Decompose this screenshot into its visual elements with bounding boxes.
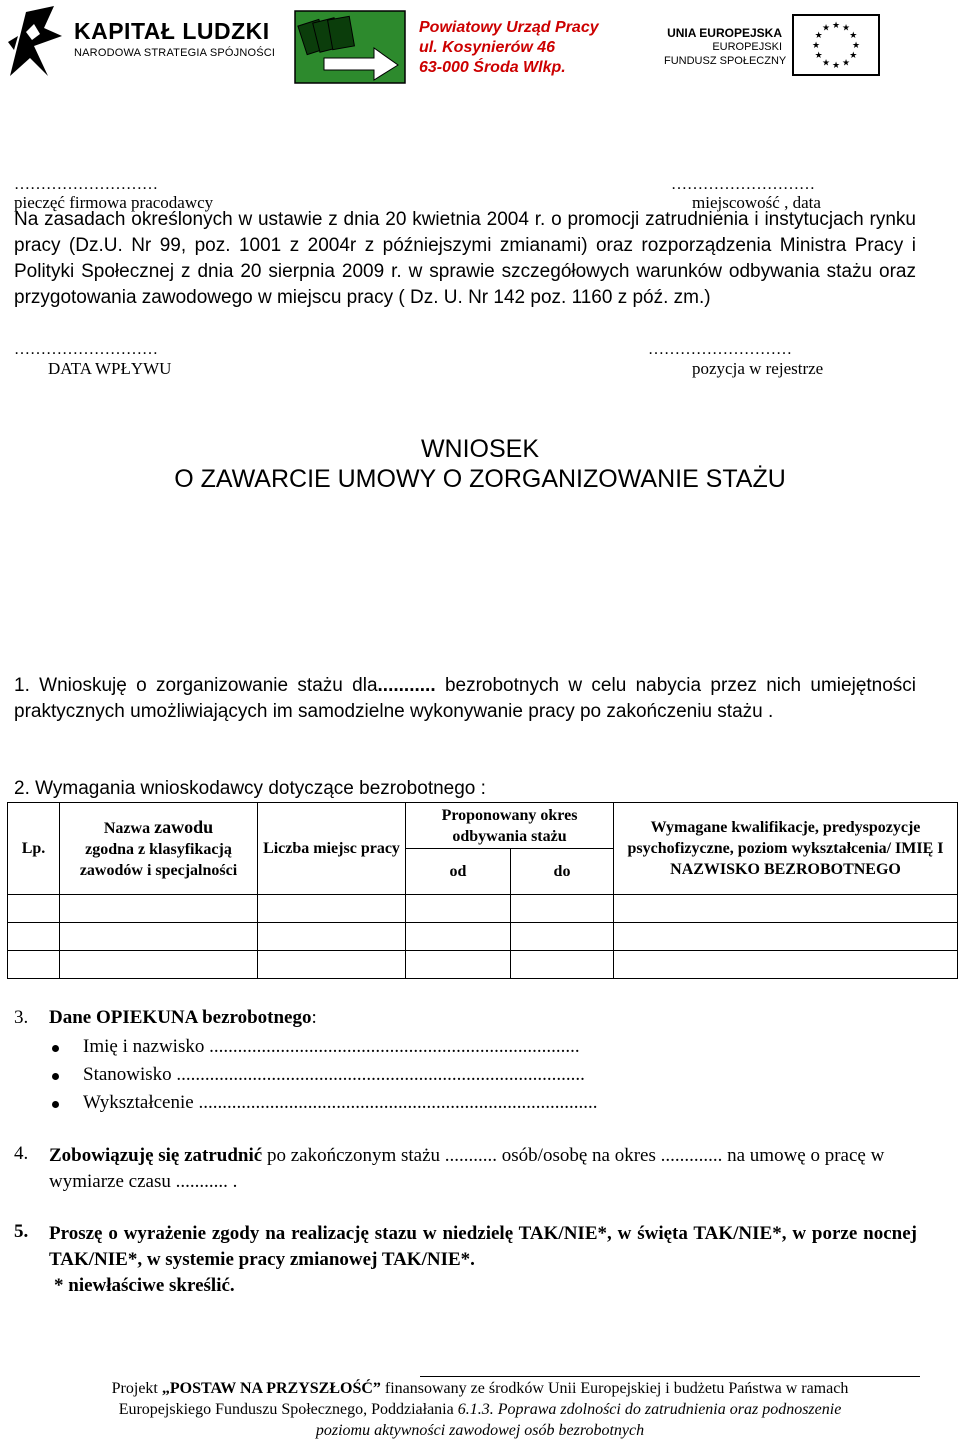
pup-logo [294,10,406,84]
section-4-bold: Zobowiązuję się zatrudnić [49,1145,263,1166]
guardian-position-text: Stanowisko ...................................................................................... [83,1064,585,1085]
pup-address [419,18,599,78]
eu-star-icon: ★ [814,30,823,40]
eu-star-icon: ★ [814,50,823,60]
guardian-education-text: Wykształcenie .................................................................................... [83,1092,598,1113]
section-1-text-a: 1. Wnioskuję o zorganizowanie stażu dla [14,675,378,696]
guardian-name-text: Imię i nazwisko .............................................................................. [83,1036,580,1057]
section-3-heading-tail: : [311,1007,317,1028]
eu-star-icon: ★ [821,57,831,68]
table-cell[interactable] [614,951,958,979]
table-cell[interactable] [258,895,406,923]
kapital-ludzki-logo [4,2,276,78]
section-1-text-b: bezrobotnych w celu nabycia przez nich umiejętności praktycznych umożliwiających im samodzielne wykonywanie pracy po zakończeniu stażu . [14,675,917,722]
footer-line1-rest: finansowany ze środków Unii Europejskiej i budżetu Państwa w ramach [380,1380,849,1397]
section-4-number: 4. [14,1143,29,1164]
eu-line1: UNIA EUROPEJSKA [667,26,782,40]
table-cell[interactable] [258,923,406,951]
kl-subtitle: NARODOWA STRATEGIA SPÓJNOŚCI [74,47,276,59]
col-header-from: od [406,849,511,895]
place-dots: ……………………… [671,176,815,193]
eu-star-icon: ★ [811,40,821,50]
table-cell[interactable] [258,951,406,979]
inflow-dots: ……………………… [14,341,158,358]
eu-star-icon: ★ [841,22,851,33]
title-line2: O ZAWARCIE UMOWY O ZORGANIZOWANIE STAŻU [174,465,786,493]
pup-arrow-icon [294,10,406,84]
requirements-table [7,802,958,979]
title-line1: WNIOSEK [420,435,540,463]
section-4-text [49,1143,889,1195]
col-header-requirements: Wymagane kwalifikacje, predyspozycje psychofizyczne, poziom wykształcenia/ IMIĘ I NAZWISKO BEZROBOTNEGO [614,803,958,895]
table-cell[interactable] [511,923,614,951]
pup-city: 63-000 Środa Wlkp. [419,59,566,76]
pup-name: Powiatowy Urząd Pracy [419,19,599,36]
col-header-count: Liczba miejsc pracy [258,803,406,895]
table-cell[interactable] [8,923,60,951]
table-cell[interactable] [60,951,258,979]
kl-title: KAPITAŁ LUDZKI [74,18,270,44]
footer-line3 [0,1420,960,1441]
place-date-label: miejscowość , data [692,193,821,212]
footer [0,1378,960,1441]
section-3-heading [49,1007,317,1029]
footer-line3-text: poziomu aktywności zawodowej osób bezrobotnych [315,1422,645,1439]
eu-star-icon: ★ [821,22,831,33]
eu-stars-icon [792,14,880,76]
col-header-lp: Lp. [8,803,60,895]
table-cell[interactable] [511,895,614,923]
eu-flag [792,14,880,76]
eu-star-icon: ★ [841,57,851,68]
table-cell[interactable] [60,923,258,951]
stamp-dots: ……………………… [14,176,158,193]
eu-line2: EUROPEJSKI [712,41,782,53]
footer-prefix: Projekt [111,1380,162,1397]
eu-star-icon: ★ [851,40,861,50]
footer-project-name: „POSTAW NA PRZYSZŁOŚĆ” [161,1380,381,1397]
document-title [0,434,960,494]
footer-line2-b: 6.1.3. Poprawa zdolności do zatrudnienia oraz podnoszenie [457,1401,842,1418]
eu-line3: FUNDUSZ SPOŁECZNY [664,55,787,67]
stamp-label: pieczęć firmowa pracodawcy [14,193,214,212]
pup-street: ul. Kosynierów 46 [419,39,556,56]
register-label: pozycja w rejestrze [692,359,824,378]
register-dots: ……………………… [648,341,792,358]
footer-divider [420,1376,920,1377]
col-header-occupation-a: Nazwa [103,819,151,837]
table-cell[interactable] [8,951,60,979]
col-header-occupation [60,803,258,895]
eu-star-icon: ★ [849,50,858,60]
eu-star-icon: ★ [831,60,841,70]
intro-paragraph: Na zasadach określonych w ustawie z dnia 20 kwietnia 2004 r. o promocji zatrudnienia i instytucjach rynku pracy (Dz.U. Nr 99, poz. 1001 z 2004r z późniejszymi zmianami) oraz rozporządzenia Ministra Pracy i Polityki Społecznej z dnia 20 sierpnia 2009 r. w sprawie szczegółowych warunków odbywania stażu oraz przygotowania zawodowego w miejscu pracy ( Dz. U. Nr 142 poz. 1160 z póź. zm.) [14,209,916,308]
table-cell[interactable] [406,923,511,951]
eu-label [664,26,787,68]
section-5-text: Proszę o wyrażenie zgody na realizację stazu w niedzielę TAK/NIE*, w święta TAK/NIE*, w porze nocnej TAK/NIE*, w systemie pracy zmianowej TAK/NIE*. [49,1223,917,1270]
table-cell[interactable] [406,895,511,923]
section-5-note: * niewłaściwe skreślić. [54,1275,235,1296]
eu-star-icon: ★ [849,30,858,40]
footer-line2 [0,1399,960,1420]
table-cell[interactable] [60,895,258,923]
section-5-number: 5. [14,1221,29,1242]
bullet-icon [52,1101,59,1108]
col-header-period: Proponowany okres odbywania stażu [406,803,614,849]
section-1 [14,673,916,725]
col-header-occupation-b: zawodu [154,816,214,837]
table-cell[interactable] [614,923,958,951]
section-1-dots: ........... [377,675,436,696]
bullet-icon [52,1045,59,1052]
section-2-heading: 2. Wymagania wnioskodawcy dotyczące bezrobotnego : [14,778,486,799]
table-cell[interactable] [614,895,958,923]
inflow-date-label: DATA WPŁYWU [48,359,172,378]
footer-line1 [0,1378,960,1399]
bullet-icon [52,1073,59,1080]
col-header-to: do [511,849,614,895]
kapital-ludzki-emblem-icon [4,2,66,78]
section-3-heading-bold: Dane OPIEKUNA bezrobotnego [49,1007,312,1028]
table-cell[interactable] [511,951,614,979]
section-4-rest: po zakończonym stażu ........... osób/osobę na okres ............. na umowę o pracę w wymiarze czasu ........... . [49,1145,885,1192]
footer-line2-a: Europejskiego Funduszu Społecznego, Poddziałania [118,1401,458,1418]
section-3-number: 3. [14,1007,29,1028]
eu-star-icon: ★ [831,20,841,30]
table-cell[interactable] [8,895,60,923]
col-header-occupation-rest: zgodna z klasyfikacją zawodów i specjalności [79,840,238,879]
table-cell[interactable] [406,951,511,979]
